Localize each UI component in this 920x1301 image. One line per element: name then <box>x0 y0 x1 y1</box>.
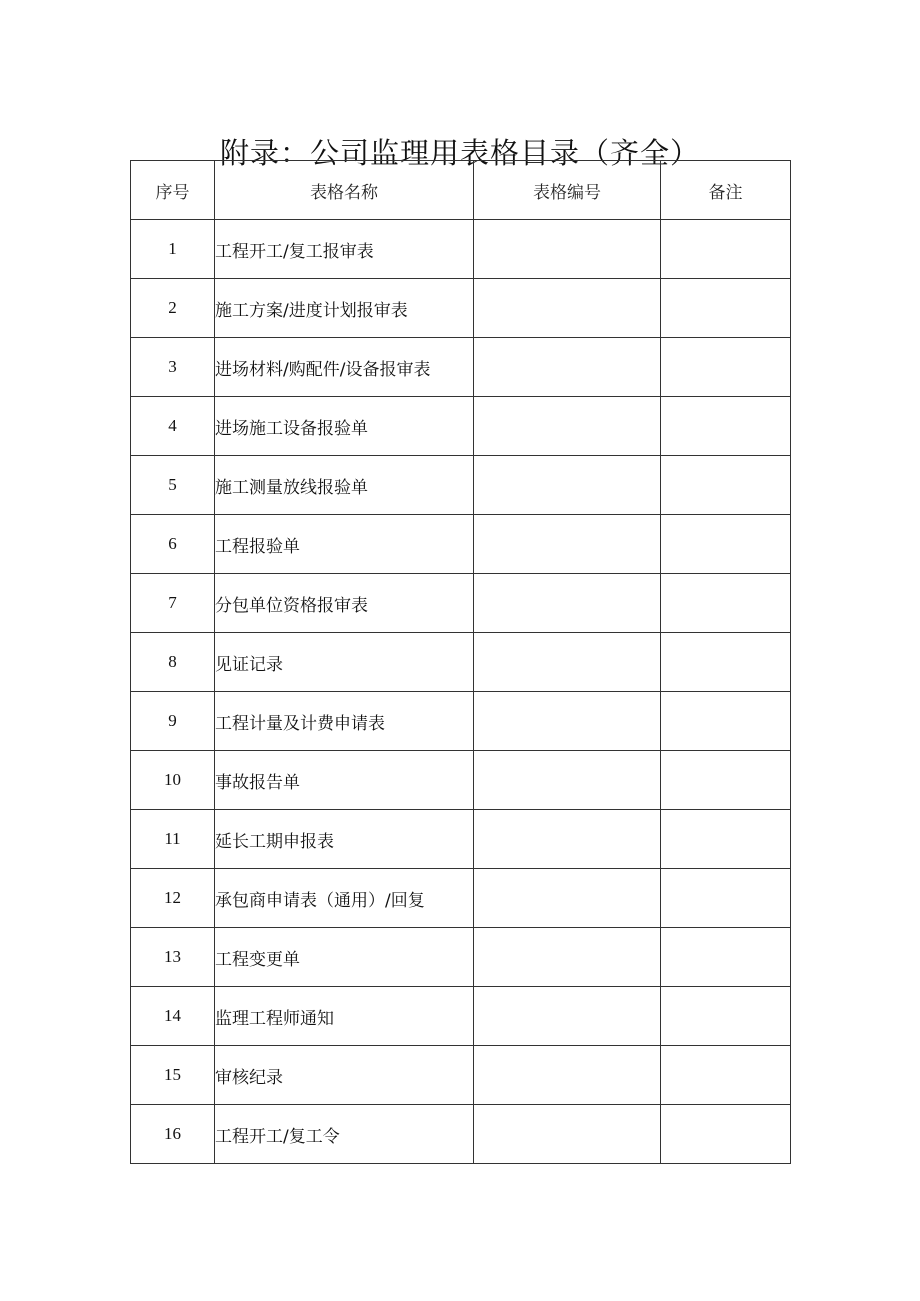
page-title: 附录：公司监理用表格目录（齐全） <box>219 136 700 171</box>
header-remark: 备注 <box>661 161 791 220</box>
form-remark <box>661 220 791 279</box>
header-no: 序号 <box>131 161 215 220</box>
row-number: 7 <box>131 574 215 633</box>
table-row <box>131 869 791 928</box>
row-number: 5 <box>131 456 215 515</box>
form-code <box>474 987 661 1046</box>
form-remark <box>661 692 791 751</box>
row-number: 13 <box>131 928 215 987</box>
forms-catalog-table <box>130 160 791 1164</box>
header-code: 表格编号 <box>474 161 661 220</box>
form-code <box>474 869 661 928</box>
form-remark <box>661 751 791 810</box>
row-number: 6 <box>131 515 215 574</box>
form-name: 工程开工/复工报审表 <box>215 220 474 279</box>
form-name: 见证记录 <box>215 633 474 692</box>
form-remark <box>661 338 791 397</box>
form-remark <box>661 1105 791 1164</box>
form-code <box>474 279 661 338</box>
row-number: 2 <box>131 279 215 338</box>
table-row <box>131 397 791 456</box>
row-number: 4 <box>131 397 215 456</box>
form-name: 进场施工设备报验单 <box>215 397 474 456</box>
form-code <box>474 1105 661 1164</box>
form-name: 进场材料/购配件/设备报审表 <box>215 338 474 397</box>
form-remark <box>661 928 791 987</box>
form-code <box>474 220 661 279</box>
form-name: 施工测量放线报验单 <box>215 456 474 515</box>
row-number: 1 <box>131 220 215 279</box>
form-name: 审核纪录 <box>215 1046 474 1105</box>
table-row <box>131 220 791 279</box>
form-name: 监理工程师通知 <box>215 987 474 1046</box>
form-remark <box>661 633 791 692</box>
row-number: 8 <box>131 633 215 692</box>
form-code <box>474 810 661 869</box>
form-name: 工程计量及计费申请表 <box>215 692 474 751</box>
form-code <box>474 633 661 692</box>
row-number: 10 <box>131 751 215 810</box>
row-number: 12 <box>131 869 215 928</box>
form-code <box>474 397 661 456</box>
row-number: 9 <box>131 692 215 751</box>
form-remark <box>661 515 791 574</box>
form-remark <box>661 869 791 928</box>
table-row <box>131 1046 791 1105</box>
form-remark <box>661 987 791 1046</box>
form-code <box>474 338 661 397</box>
row-number: 14 <box>131 987 215 1046</box>
form-name: 工程变更单 <box>215 928 474 987</box>
form-name: 工程开工/复工令 <box>215 1105 474 1164</box>
table-row <box>131 456 791 515</box>
form-code <box>474 574 661 633</box>
form-name: 分包单位资格报审表 <box>215 574 474 633</box>
table-row <box>131 633 791 692</box>
table-row <box>131 692 791 751</box>
row-number: 15 <box>131 1046 215 1105</box>
form-remark <box>661 810 791 869</box>
table-row <box>131 928 791 987</box>
form-code <box>474 515 661 574</box>
form-code <box>474 456 661 515</box>
header-name: 表格名称 <box>215 161 474 220</box>
form-code <box>474 1046 661 1105</box>
form-remark <box>661 1046 791 1105</box>
table-row <box>131 810 791 869</box>
form-remark <box>661 279 791 338</box>
table-row <box>131 338 791 397</box>
table-row <box>131 751 791 810</box>
table-row <box>131 1105 791 1164</box>
form-code <box>474 928 661 987</box>
form-name: 承包商申请表（通用）/回复 <box>215 869 474 928</box>
row-number: 16 <box>131 1105 215 1164</box>
form-name: 事故报告单 <box>215 751 474 810</box>
form-remark <box>661 574 791 633</box>
form-name: 延长工期申报表 <box>215 810 474 869</box>
table-row <box>131 987 791 1046</box>
form-remark <box>661 456 791 515</box>
row-number: 3 <box>131 338 215 397</box>
table-body <box>131 220 791 1164</box>
form-code <box>474 751 661 810</box>
table-row <box>131 279 791 338</box>
form-code <box>474 692 661 751</box>
row-number: 11 <box>131 810 215 869</box>
form-name: 施工方案/进度计划报审表 <box>215 279 474 338</box>
form-remark <box>661 397 791 456</box>
table-row <box>131 574 791 633</box>
table-row <box>131 515 791 574</box>
table-header-row <box>131 161 791 220</box>
form-name: 工程报验单 <box>215 515 474 574</box>
